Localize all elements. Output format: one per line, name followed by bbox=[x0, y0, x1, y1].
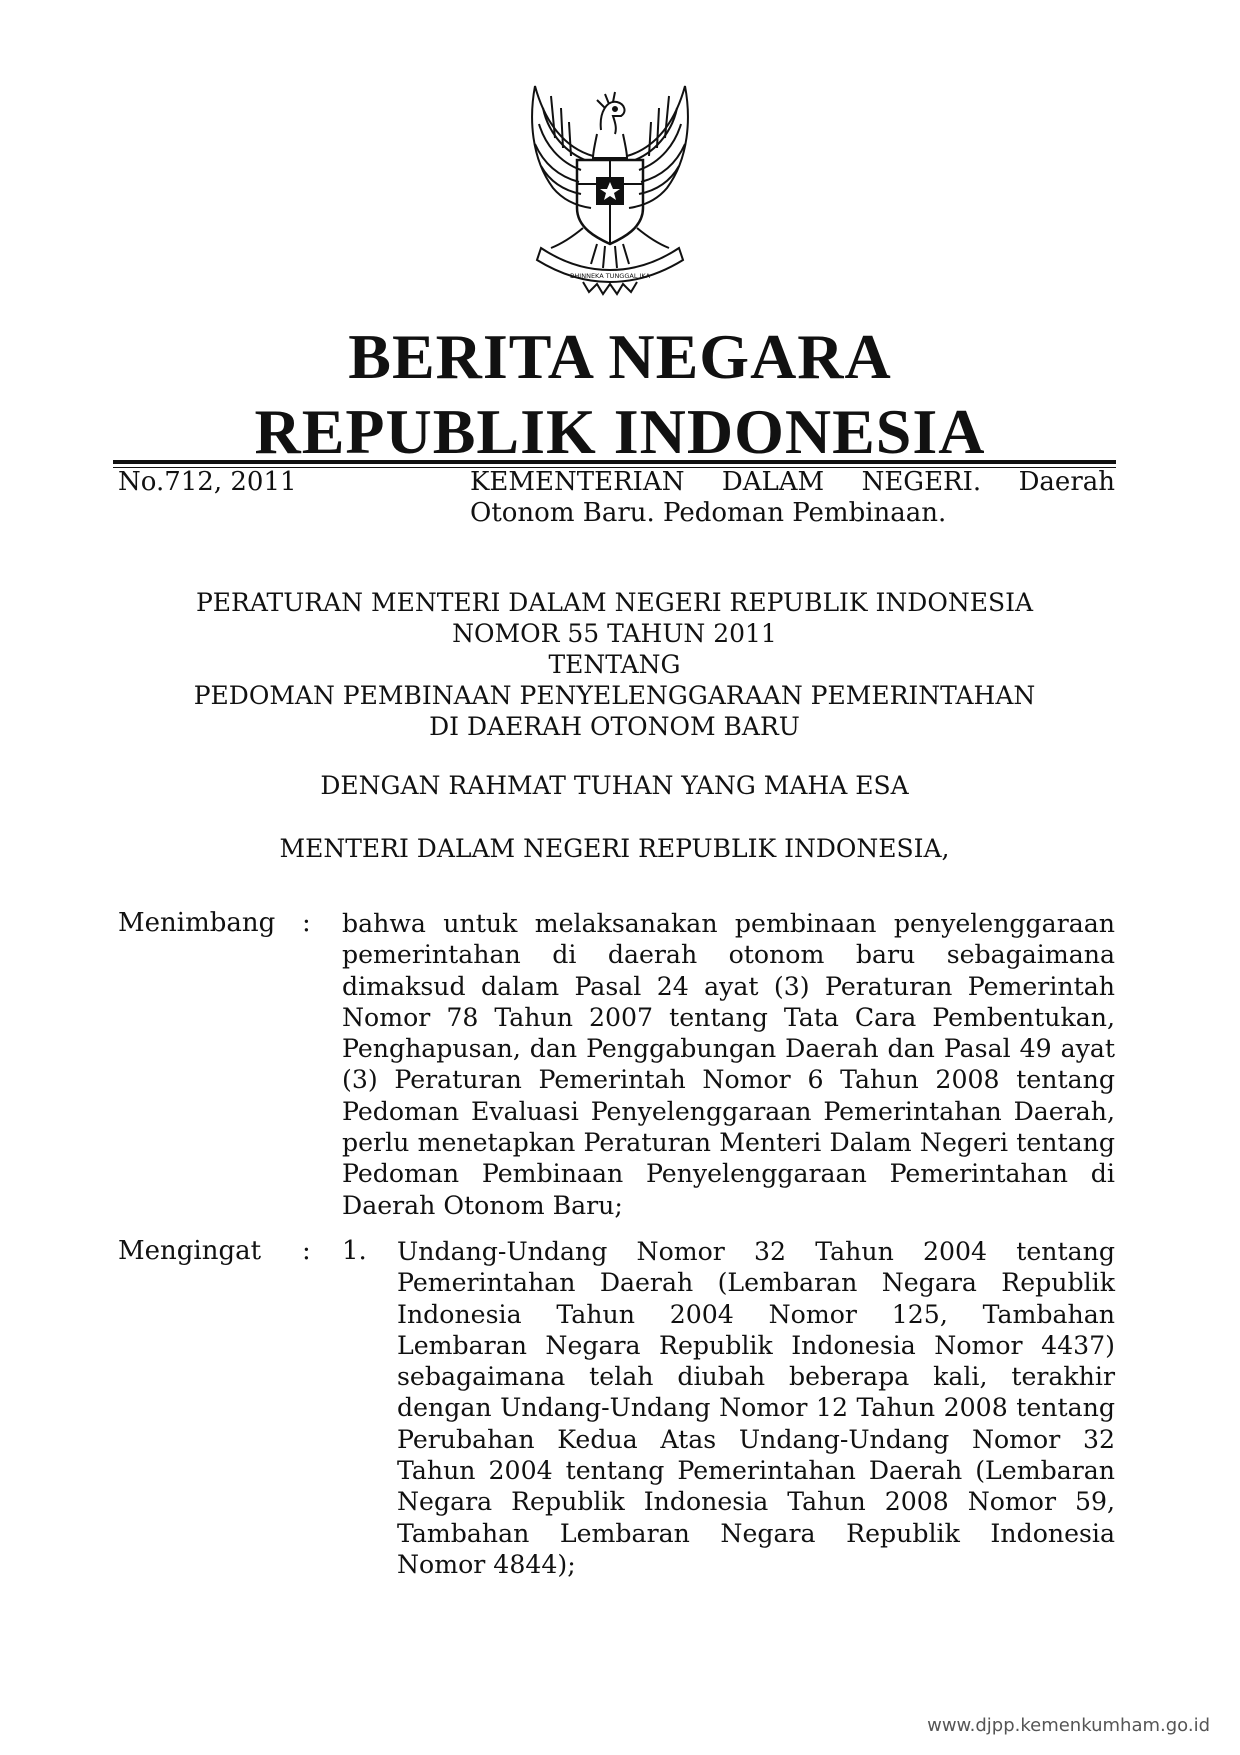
regulation-subject-line: DI DAERAH OTONOM BARU bbox=[429, 712, 800, 741]
regulation-number: NOMOR 55 TAHUN 2011 bbox=[452, 619, 777, 648]
menimbang-text: bahwa untuk melaksanakan pembinaan penyelenggaraan pemerintahan di daerah otonom baru sebagaimana dimaksud dalam Pasal 24 ayat (3) Peraturan Pemerintah Nomor 78 Tahun 2007 tentang Tata Cara Pembentukan, Penghapusan, dan Penggabungan Daerah dan Pasal 49 ayat (3) Peraturan Pemerintah Nomor 6 Tahun 2008 tentang Pedoman Evaluasi Penyelenggaraan Pemerintahan Daerah, perlu menetapkan Peraturan Menteri Dalam Negeri tentang Pedoman Pembinaan Penyelenggaraan Pemerintahan di Daerah Otonom Baru; bbox=[342, 909, 1115, 1220]
regulation-tentang: TENTANG bbox=[548, 650, 681, 679]
gazette-subject: KEMENTERIAN DALAM NEGERI. Daerah Otonom Baru. Pedoman Pembinaan. bbox=[470, 467, 1115, 528]
motto-text: BHINNEKA TUNGGAL IKA bbox=[569, 272, 651, 280]
masthead-subtitle: REPUBLIK INDONESIA bbox=[254, 396, 986, 467]
masthead-rule-thick bbox=[113, 460, 1116, 464]
garuda-emblem-icon bbox=[505, 78, 715, 298]
regulation-subject-line: PEDOMAN PEMBINAAN PENYELENGGARAAN PEMERINTAHAN bbox=[193, 681, 1036, 710]
regulation-title-line: PERATURAN MENTERI DALAM NEGERI REPUBLIK INDONESIA bbox=[195, 588, 1034, 617]
mengingat-colon: : bbox=[302, 1236, 311, 1266]
masthead-title: BERITA NEGARA bbox=[348, 321, 892, 392]
mengingat-label: Mengingat bbox=[118, 1236, 262, 1266]
mengingat-item-text: Undang-Undang Nomor 32 Tahun 2004 tentang Pemerintahan Daerah (Lembaran Negara Republik Indonesia Tahun 2004 Nomor 125, Tambahan Lembaran Negara Republik Indonesia Nomor 4437) sebagaimana telah diubah beberapa kali, terakhir dengan Undang-Undang Nomor 12 Tahun 2008 tentang Perubahan Kedua Atas Undang-Undang Nomor 32 Tahun 2004 tentang Pemerintahan Daerah (Lembaran Negara Republik Indonesia Tahun 2008 Nomor 59, Tambahan Lembaran Negara Republik Indonesia Nomor 4844); bbox=[397, 1237, 1115, 1579]
preamble-authority: MENTERI DALAM NEGERI REPUBLIK INDONESIA, bbox=[279, 834, 950, 863]
mengingat-item-number: 1. bbox=[342, 1236, 367, 1266]
gazette-number: No.712, 2011 bbox=[118, 467, 297, 497]
footer-url[interactable]: www.djpp.kemenkumham.go.id bbox=[927, 1715, 1210, 1736]
menimbang-label: Menimbang bbox=[118, 908, 276, 938]
regulation-title bbox=[113, 587, 1116, 742]
preamble-invocation: DENGAN RAHMAT TUHAN YANG MAHA ESA bbox=[320, 771, 909, 800]
preamble bbox=[113, 770, 1116, 896]
menimbang-colon: : bbox=[302, 908, 311, 938]
